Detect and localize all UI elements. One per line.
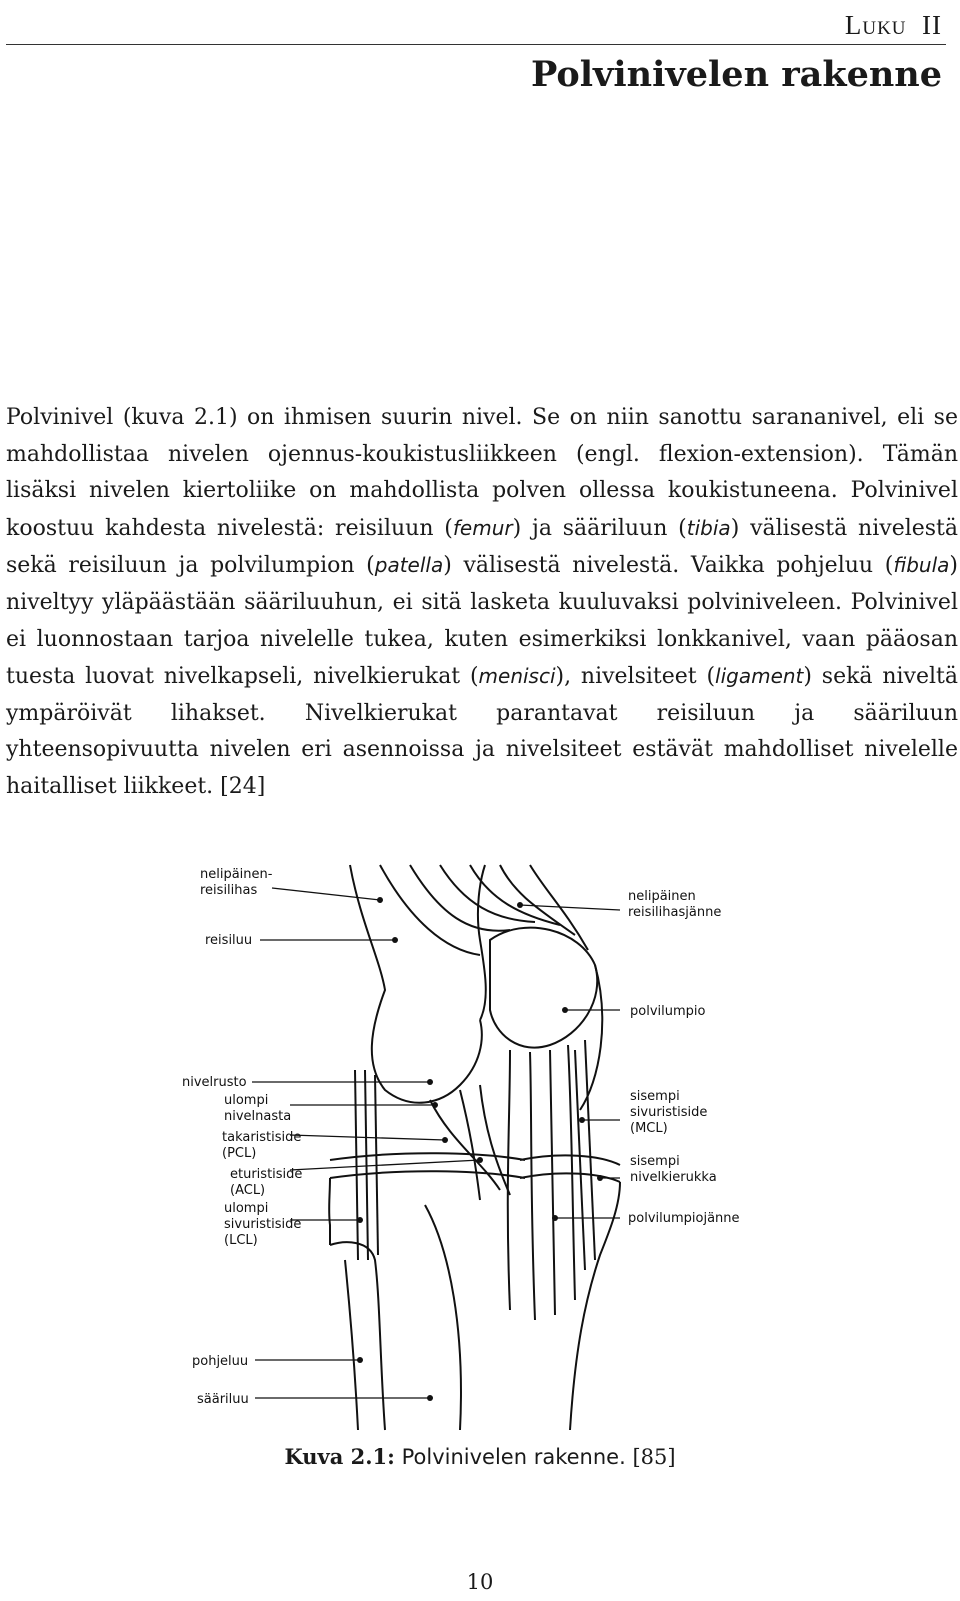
term-ligament: ligament [715,664,804,689]
label-mcl-1: sisempi [630,1089,680,1104]
label-quad-2: reisilihas [200,883,258,898]
text-span: Polvinivel (kuva 2.1) on ihmisen suurin nivel. Se on niin sanottu sarananivel, eli se mahdollistaa nivelen ojennus-koukistusliikkeen (engl. flexion-extension). Tämän lisäksi nivelen kiertoliike on mahdollista polven ollessa koukistuneena. Polvinivel koostuu kahdesta nivelestä: reisiluun ( [6,405,958,541]
knee-drawing [329,865,620,1430]
term-patella: patella [374,553,444,578]
text-span: ) niveltyy yläpäästään sääriluuhun, ei sitä lasketa kuuluvaksi polviniveleen. Polvinivel ei luonnostaan tarjoa nivelelle tukea, kuten esimerkiksi lonkkanivel, vaan pääosan tuesta luovat nivelkapseli, nivelkierukat ( [6,553,959,690]
text-span: ), nivelsiteet ( [555,664,716,690]
label-acl-1: eturistiside [230,1167,303,1182]
label-lcl-3: (LCL) [224,1233,258,1248]
label-lat-meniscus-1: ulompi [224,1093,269,1108]
label-quad-tendon-2: reisilihasjänne [628,905,722,920]
label-lcl-2: sivuristiside [224,1217,302,1232]
label-tibia: sääriluu [197,1392,249,1407]
header-rule [6,44,946,45]
caption-text: Polvinivelen rakenne. [401,1445,626,1469]
caption-ref: [85] [632,1445,676,1469]
text-span: ) sekä niveltä ympäröivät lihakset. Nivelkierukat parantavat reisiluun ja sääriluun yhteensopivuutta nivelen eri asennoissa ja nivelsiteet estävät mahdolliset nivelelle haitalliset liikkeet. [24] [6,664,958,799]
caption-label: Kuva 2.1: [284,1444,395,1469]
label-patellar-tendon: polvilumpiojänne [628,1211,740,1226]
label-quad-1: nelipäinen- [200,867,273,882]
page-title: Polvinivelen rakenne [531,54,942,95]
page-number: 10 [466,1570,494,1594]
label-med-meniscus-1: sisempi [630,1154,680,1169]
label-fibula: pohjeluu [192,1354,249,1369]
label-patella: polvilumpio [630,1004,706,1019]
label-pcl-2: (PCL) [222,1146,257,1161]
text-span: ) ja sääriluun ( [512,515,687,541]
chapter-heading [845,10,942,41]
figure-caption [0,1444,960,1469]
chapter-word: Luku [844,10,907,40]
text-span: ) välisestä nivelestä. Vaikka pohjeluu ( [443,553,894,579]
label-acl-2: (ACL) [230,1183,266,1198]
knee-diagram [180,860,770,1440]
knee-anatomy-figure [180,860,770,1440]
label-femur: reisiluu [205,933,253,948]
term-menisci: menisci [478,664,556,689]
label-med-meniscus-2: nivelkierukka [630,1170,717,1185]
leader-dots [357,897,603,1401]
label-mcl-2: sivuristiside [630,1105,708,1120]
label-cartilage: nivelrusto [182,1075,247,1090]
body-paragraph [6,400,958,806]
label-lcl-1: ulompi [224,1201,269,1216]
label-lat-meniscus-2: nivelnasta [224,1109,292,1124]
label-mcl-3: (MCL) [630,1121,668,1136]
leader-lines [252,888,620,1398]
label-pcl-1: takaristiside [222,1130,302,1145]
term-femur: femur [452,515,513,540]
term-fibula: fibula [893,553,950,578]
text-span: ) välisestä nivelestä sekä reisiluun ja polvilumpion ( [6,515,959,579]
label-quad-tendon-1: nelipäinen [628,889,696,904]
term-tibia: tibia [686,515,731,540]
chapter-number: II [922,10,942,40]
